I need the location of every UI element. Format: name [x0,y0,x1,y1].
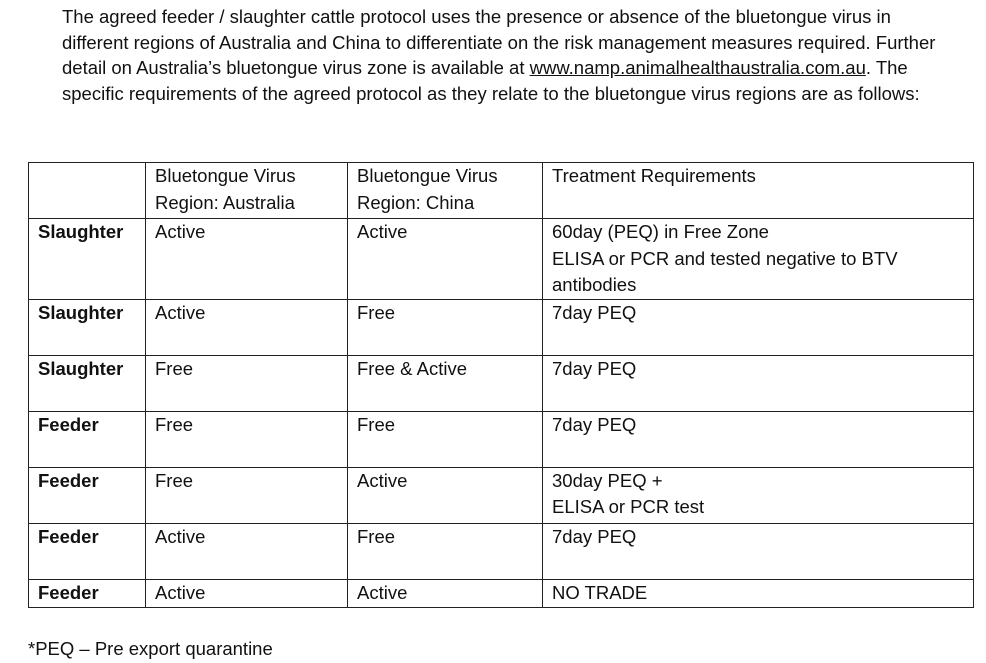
table-row [29,579,974,607]
cell-treatment: 7day PEQ [543,355,974,411]
cell-cattle-type: Feeder [29,467,146,523]
cell-cattle-type: Feeder [29,579,146,607]
cell-treatment: 7day PEQ [543,299,974,355]
cell-australia-status: Active [146,523,348,579]
cell-treatment: 60day (PEQ) in Free Zone ELISA or PCR and tested negative to BTV antibodies [543,219,974,300]
cell-australia-status: Free [146,467,348,523]
table-header-row [29,163,974,219]
intro-paragraph [62,4,962,106]
intro-text-start: The agreed feeder / slaughter cattle protocol uses the presence or absence of the bluetongue virus in different regions of Australia and China to differentiate on the risk management measures required. Further detail on Australia’s bluetongue virus zone is available at [62,6,936,78]
cell-australia-status: Free [146,411,348,467]
header-cell-china-region: Bluetongue Virus Region: China [348,163,543,219]
cell-cattle-type: Feeder [29,523,146,579]
cell-australia-status: Active [146,579,348,607]
table-row [29,219,974,300]
cell-australia-status: Active [146,219,348,300]
table-row [29,299,974,355]
cell-treatment: 7day PEQ [543,523,974,579]
table-row [29,523,974,579]
table-row [29,411,974,467]
cell-china-status: Free [348,411,543,467]
cell-china-status: Active [348,579,543,607]
cell-cattle-type: Slaughter [29,299,146,355]
protocol-table [28,162,974,608]
cell-cattle-type: Slaughter [29,219,146,300]
peq-footnote: *PEQ – Pre export quarantine [28,638,273,659]
cell-treatment: NO TRADE [543,579,974,607]
intro-text-end: . The specific requirements of the agreed protocol as they relate to the bluetongue virus regions are as follows: [62,57,920,104]
namp-link[interactable]: www.namp.animalhealthaustralia.com.au [529,57,866,78]
cell-china-status: Active [348,467,543,523]
cell-australia-status: Free [146,355,348,411]
cell-china-status: Free [348,299,543,355]
cell-china-status: Free & Active [348,355,543,411]
cell-china-status: Free [348,523,543,579]
header-cell-australia-region: Bluetongue Virus Region: Australia [146,163,348,219]
cell-china-status: Active [348,219,543,300]
header-cell-treatment: Treatment Requirements [543,163,974,219]
table-row [29,355,974,411]
cell-treatment: 30day PEQ + ELISA or PCR test [543,467,974,523]
header-cell-type [29,163,146,219]
table-row [29,467,974,523]
cell-treatment: 7day PEQ [543,411,974,467]
cell-cattle-type: Feeder [29,411,146,467]
cell-australia-status: Active [146,299,348,355]
cell-cattle-type: Slaughter [29,355,146,411]
